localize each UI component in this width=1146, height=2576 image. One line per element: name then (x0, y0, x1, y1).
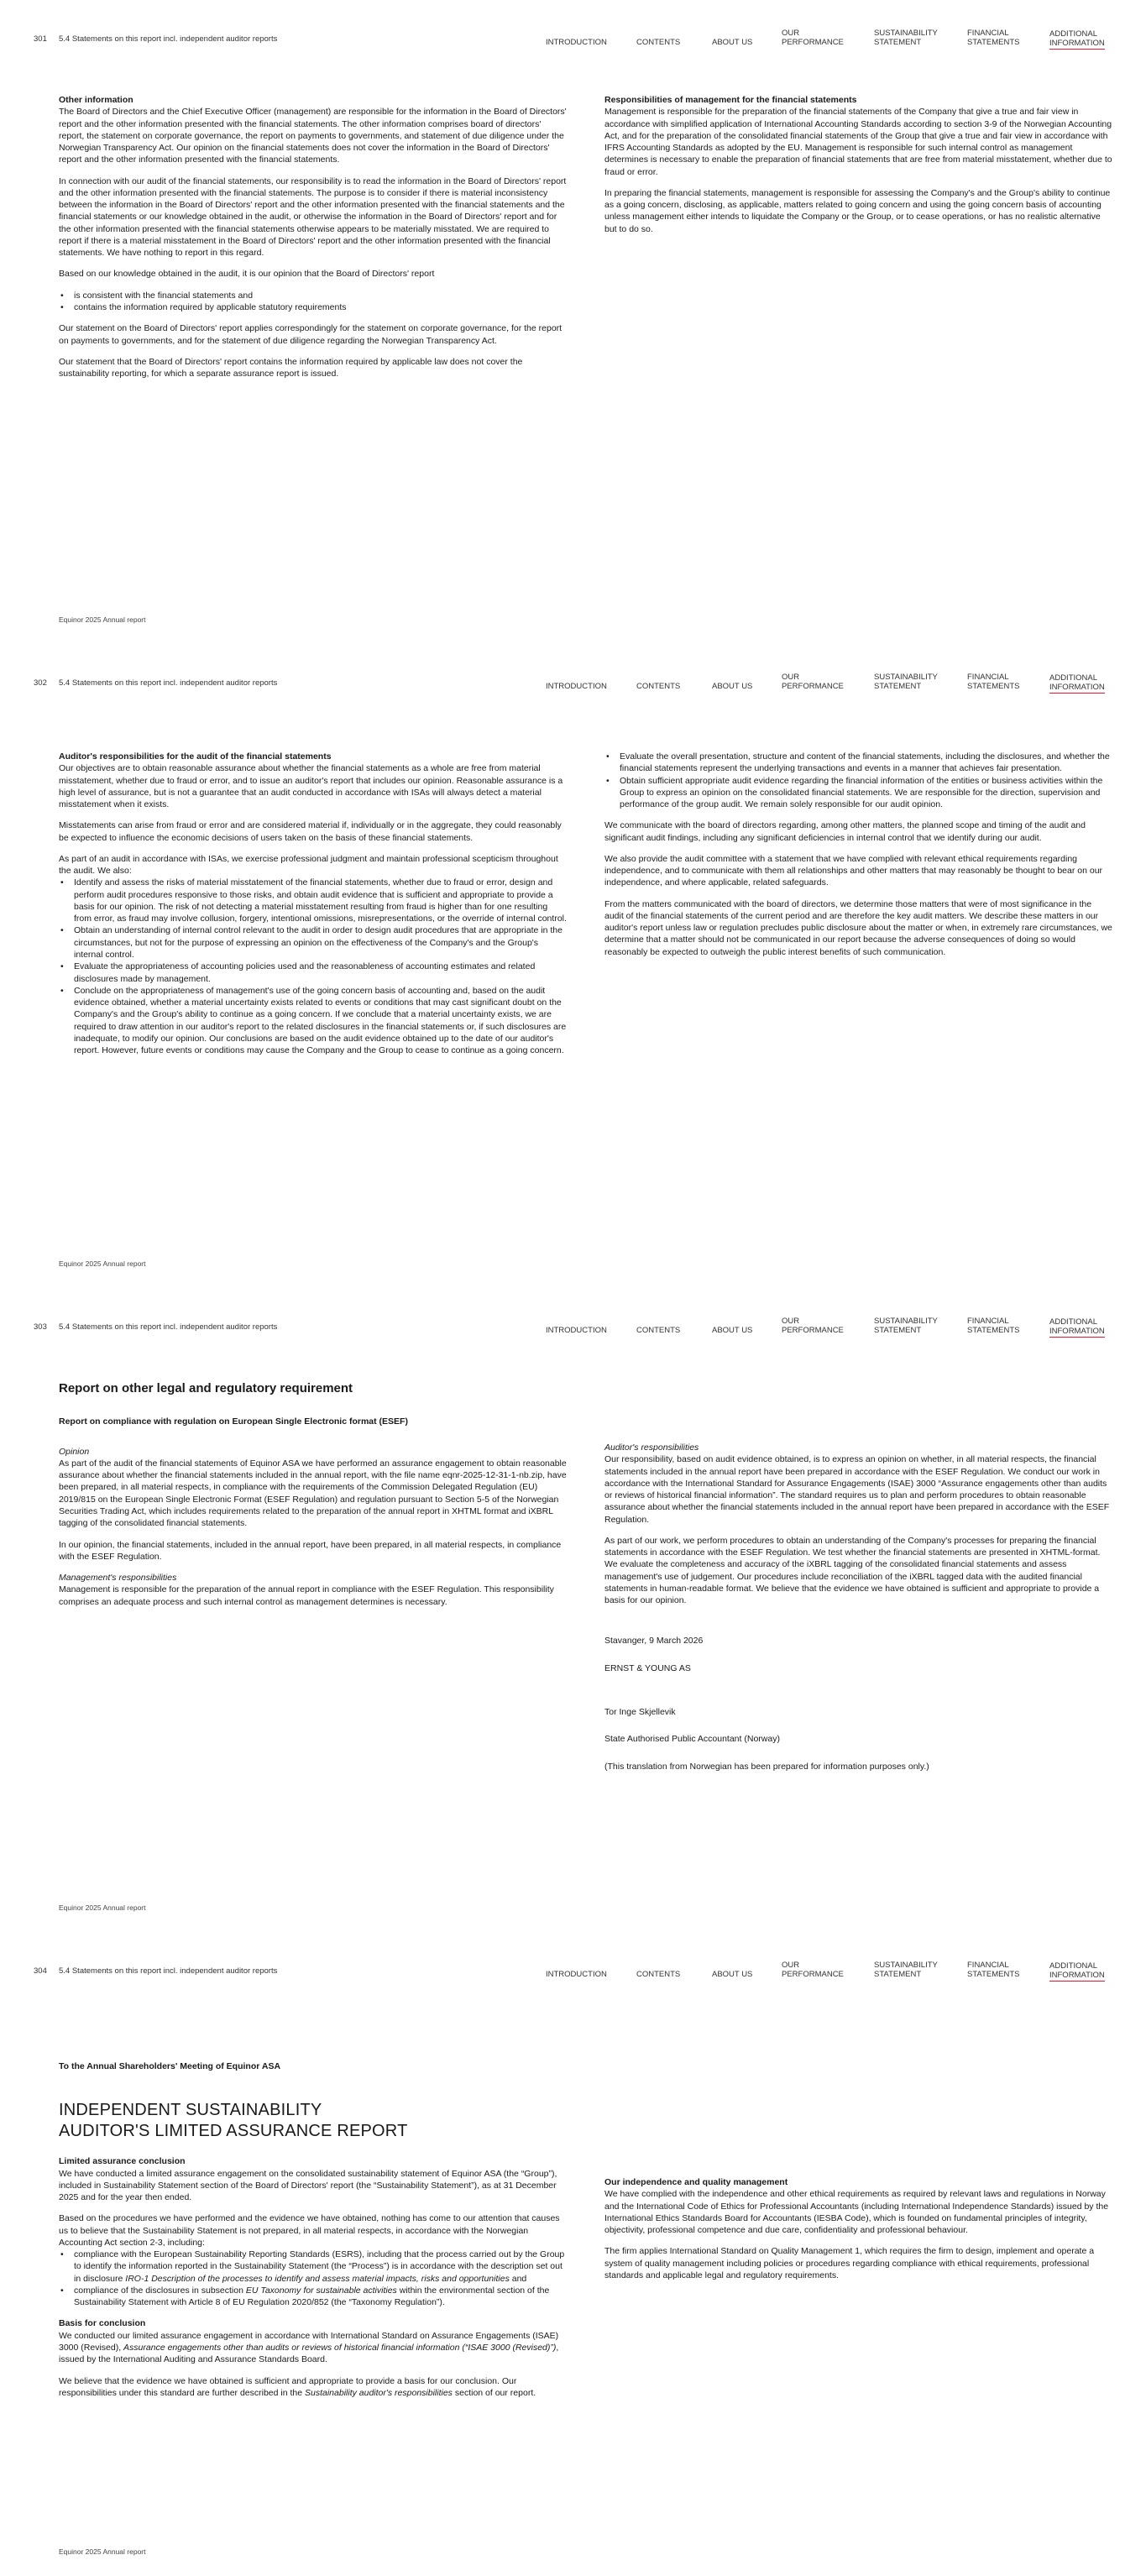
page-number: 301 (34, 34, 47, 44)
signature-block (604, 1635, 1112, 1772)
nav-sustainability-statement[interactable]: SUSTAINABILITY STATEMENT (874, 673, 938, 691)
report-title-line-1: INDEPENDENT SUSTAINABILITY (59, 2101, 322, 2120)
report-section-title: Report on other legal and regulatory requirement (59, 1381, 353, 1395)
text-run-italic: EU Taxonomy for sustainable activities (245, 2285, 397, 2296)
bullet-list (59, 290, 567, 314)
list-item: • Evaluate the appropriateness of accounting policies used and the reasonableness of accounting estimates and related disclosures made by management. (59, 961, 567, 985)
nav-our-performance[interactable]: OUR PERFORMANCE (782, 29, 844, 47)
firm-name: ERNST & YOUNG AS (604, 1662, 691, 1673)
nav-our-performance[interactable]: OUR PERFORMANCE (782, 1317, 844, 1335)
bullet-list (59, 877, 567, 1056)
right-column (604, 751, 1112, 967)
paragraph: We communicate with the board of directors regarding, among other matters, the planned scope and timing of the audit and significant audit findings, including any significant deficiencies in internal control that we identify during our audit. (604, 820, 1086, 843)
paragraph: Our statement that the Board of Directors' report contains the information required by applicable law does not cover the sustainability reporting, for which a separate assurance report is issued. (59, 356, 523, 380)
paragraph: The firm applies International Standard on Quality Management 1, which requires the firm to design, implement and operate a system of quality management including policies or procedures regarding compliance with ethical requirements, professional standards and applicable legal and regulatory requirements. (604, 2246, 1095, 2280)
text-run: and (509, 2273, 527, 2284)
page-header (0, 1288, 1146, 1337)
management-responsibilities-label: Management's responsibilities (59, 1573, 177, 1584)
paragraph: From the matters communicated with the board of directors, we determine those matters that were of most significance in the audit of the financial statements of the current period and are therefore the key audit matters. We describe these matters in our auditor's report unless law or regulation precludes public disclosure about the matter or when, in extremely rare circumstances, we determine that a matter should not be communicated in our report because the adverse consequences of doing so would reasonably be expected to outweigh the public interest benefits of such communication. (604, 898, 1112, 957)
section-heading: Responsibilities of management for the financial statements (604, 95, 857, 105)
section-title-link[interactable]: 5.4 Statements on this report incl. independent auditor reports (59, 34, 278, 44)
nav-about-us[interactable]: ABOUT US (712, 38, 753, 47)
report-page-302 (0, 644, 1146, 1288)
section-heading: Auditor's responsibilities for the audit of the financial statements (59, 751, 332, 762)
page-header (0, 644, 1146, 693)
list-item: • is consistent with the financial statements and (59, 290, 567, 301)
nav-about-us[interactable]: ABOUT US (712, 1326, 753, 1335)
left-column (59, 94, 567, 389)
addressee: To the Annual Shareholders' Meeting of Equinor ASA (59, 2061, 281, 2071)
nav-financial-statements[interactable]: FINANCIAL STATEMENTS (967, 673, 1020, 691)
section-title-link[interactable]: 5.4 Statements on this report incl. independent auditor reports (59, 1966, 278, 1976)
text-run-italic: IRO-1 Description of the processes to identify and assess material impacts, risks and opportunities (125, 2273, 510, 2284)
right-column (604, 94, 1112, 244)
nav-additional-information[interactable]: ADDITIONAL INFORMATION (1049, 1317, 1105, 1336)
nav-contents[interactable]: CONTENTS (636, 1970, 681, 1979)
page-number: 303 (34, 1322, 47, 1332)
nav-contents[interactable]: CONTENTS (636, 1326, 681, 1335)
nav-additional-information[interactable]: ADDITIONAL INFORMATION (1049, 29, 1105, 48)
list-item (59, 2249, 567, 2285)
list-item: • Identify and assess the risks of material misstatement of the financial statements, whether due to fraud or error, design and perform audit procedures responsive to those risks, and obtain audit evidence that is sufficient and appropriate to provide a basis for our opinion. The risk of not detecting a material misstatement resulting from fraud is higher than for one resulting from error, as fraud may involve collusion, forgery, intentional omissions, misrepresentations, or the override of internal control. (59, 877, 567, 924)
text-run-italic: Sustainability auditor's responsibilities (305, 2387, 453, 2398)
paragraph: As part of the audit of the financial statements of Equinor ASA we have performed an assurance engagement to obtain reasonable assurance about whether the financial statements included in the annual report, with the file name eqnr-2025-12-31-1-nb.zip, have been prepared, in all material respects, in compliance with the requirements of the Commission Delegated Regulation (EU) 2019/815 on the European Single Electronic Format (ESEF Regulation) and regulation pursuant to Section 5-5 of the Norwegian Securities Trading Act, which includes requirements related to the preparation of the annual report in XHTML format and iXBRL tagging of the consolidated financial statements. (59, 1458, 567, 1529)
text-run: We conducted our limited assurance engagement in accordance with International Standard on Assurance Engagements (ISAE) 3000 (Revised), (59, 2330, 559, 2353)
section-heading: Other information (59, 95, 133, 105)
left-column (59, 1380, 567, 1617)
nav-sustainability-statement[interactable]: SUSTAINABILITY STATEMENT (874, 1961, 938, 1979)
top-navigation (546, 22, 1117, 47)
page-footer: Equinor 2025 Annual report (59, 2547, 146, 2557)
signatory-name: Tor Inge Skjellevik (604, 1706, 676, 1717)
page-footer: Equinor 2025 Annual report (59, 1259, 146, 1269)
paragraph: Based on our knowledge obtained in the audit, it is our opinion that the Board of Directors' report (59, 269, 435, 280)
paragraph: We also provide the audit committee with a statement that we have complied with relevant ethical requirements regarding independence, and to communicate with them all relationships and other matters that may reasonably be thought to bear on our independence, and where applicable, related safeguards. (604, 853, 1103, 888)
nav-introduction[interactable]: INTRODUCTION (546, 38, 607, 47)
paragraph: Based on the procedures we have performed and the evidence we have obtained, nothing has come to our attention that causes us to believe that the Sustainability Statement is not prepared, in all material respects, in accordance with the Norwegian Accounting Act section 2-3, including: (59, 2213, 560, 2248)
list-item: • Conclude on the appropriateness of management's use of the going concern basis of accounting and, based on the audit evidence obtained, whether a material uncertainty exists related to events or conditions that may cast significant doubt on the Company's and the Group's ability to continue as a going concern. If we conclude that a material uncertainty exists, we are required to draw attention in our auditor's report to the related disclosures in the financial statements or, if such disclosures are inadequate, to modify our opinion. Our conclusions are based on the audit evidence obtained up to the date of our auditor's report. However, future events or conditions may cause the Company and the Group to cease to continue as a going concern. (59, 985, 567, 1057)
page-number: 302 (34, 678, 47, 688)
nav-our-performance[interactable]: OUR PERFORMANCE (782, 1961, 844, 1979)
nav-additional-information[interactable]: ADDITIONAL INFORMATION (1049, 1961, 1105, 1980)
nav-about-us[interactable]: ABOUT US (712, 682, 753, 691)
bullet-list (604, 751, 1112, 810)
list-item (59, 2285, 567, 2309)
right-column (604, 1442, 1112, 1788)
top-navigation (546, 1954, 1117, 1979)
list-item: • contains the information required by applicable statutory requirements (59, 301, 567, 313)
top-navigation (546, 666, 1117, 691)
section-heading: Limited assurance conclusion (59, 2156, 186, 2167)
text-run: , issued by the International Auditing and Assurance Standards Board. (59, 2342, 559, 2365)
nav-sustainability-statement[interactable]: SUSTAINABILITY STATEMENT (874, 1317, 938, 1335)
section-title-link[interactable]: 5.4 Statements on this report incl. independent auditor reports (59, 678, 278, 688)
page-header (0, 1932, 1146, 1981)
top-navigation (546, 1310, 1117, 1335)
opinion-label: Opinion (59, 1446, 90, 1457)
paragraph: As part of our work, we perform procedures to obtain an understanding of the Company's processes for preparing the financial statements in accordance with the ESEF Regulation. We test whether the financial statements are presented in XHTML-format. We evaluate the completeness and accuracy of the iXBRL tagging of the consolidated financial statements and assess management's use of judgement. Our procedures include reconciliation of the iXBRL tagged data with the audited financial statements in human-readable format. We believe that the evidence we have obtained is sufficient and appropriate to provide a basis for our opinion. (604, 1535, 1101, 1606)
page-number: 304 (34, 1966, 47, 1976)
nav-additional-information[interactable]: ADDITIONAL INFORMATION (1049, 673, 1105, 692)
nav-introduction[interactable]: INTRODUCTION (546, 682, 607, 691)
text-run: We believe that the evidence we have obtained is sufficient and appropriate to provide a basis for our conclusion. Our responsibilities under this standard are further described in the (59, 2375, 517, 2398)
paragraph: Management is responsible for the preparation of the financial statements of the Company that give a true and fair view in accordance with simplified application of International Accounting Standards according to section 3-9 of the Norwegian Accounting Act, and for the preparation of the consolidated financial statements of the Group that give a true and fair view in accordance with IFRS Accounting Standards as adopted by the EU. Management is responsible for such internal control as management determines is necessary to enable the preparation of financial statements that are free from material misstatement, whether due to fraud or error. (604, 107, 1112, 177)
nav-about-us[interactable]: ABOUT US (712, 1970, 753, 1979)
left-column (59, 2060, 567, 2408)
nav-financial-statements[interactable]: FINANCIAL STATEMENTS (967, 1317, 1020, 1335)
report-page-301 (0, 0, 1146, 644)
text-run: section of our report. (452, 2387, 536, 2398)
auditor-responsibilities-label: Auditor's responsibilities (604, 1442, 699, 1453)
nav-our-performance[interactable]: OUR PERFORMANCE (782, 673, 844, 691)
nav-introduction[interactable]: INTRODUCTION (546, 1326, 607, 1335)
text-run-italic: Assurance engagements other than audits or reviews of historical financial information (“ISAE 3000 (Revised)”) (123, 2342, 557, 2353)
place-date: Stavanger, 9 March 2026 (604, 1636, 704, 1647)
nav-financial-statements[interactable]: FINANCIAL STATEMENTS (967, 29, 1020, 47)
list-item: • Obtain an understanding of internal control relevant to the audit in order to design audit procedures that are appropriate in the circumstances, but not for the purpose of expressing an opinion on the effectiveness of the Company's and the Group's internal control. (59, 924, 567, 961)
section-heading: Our independence and quality management (604, 2177, 788, 2187)
report-title (59, 2100, 567, 2142)
report-title-line-2: AUDITOR'S LIMITED ASSURANCE REPORT (59, 2122, 408, 2141)
paragraph (59, 2375, 567, 2400)
signatory-title: State Authorised Public Accountant (Norway) (604, 1734, 780, 1745)
paragraph: Our statement on the Board of Directors' report applies correspondingly for the statement on corporate governance, for the report on payments to governments, and for the statement of due diligence regarding the Norwegian Transparency Act. (59, 323, 563, 346)
section-title-link[interactable]: 5.4 Statements on this report incl. independent auditor reports (59, 1322, 278, 1332)
nav-introduction[interactable]: INTRODUCTION (546, 1970, 607, 1979)
paragraph: As part of an audit in accordance with ISAs, we exercise professional judgment and maintain professional scepticism throughout the audit. We also: (59, 853, 558, 877)
translation-note: (This translation from Norwegian has been prepared for information purposes only.) (604, 1761, 929, 1772)
nav-contents[interactable]: CONTENTS (636, 682, 681, 691)
page-footer: Equinor 2025 Annual report (59, 1903, 146, 1913)
section-heading: Basis for conclusion (59, 2318, 146, 2329)
paragraph: We have complied with the independence and other ethical requirements as required by relevant laws and regulations in Norway and the International Code of Ethics for Professional Accountants (including International Independence Standards) issued by the International Ethics Standards Board for Accountants (IESBA Code), which is founded on fundamental principles of integrity, objectivity, professional competence and due care, confidentiality and professional behaviour. (604, 2189, 1109, 2236)
page-footer: Equinor 2025 Annual report (59, 615, 146, 625)
list-item: • Evaluate the overall presentation, structure and content of the financial statements, including the disclosures, and whether the financial statements represent the underlying transactions and events in a manner that achieves fair presentation. (604, 751, 1112, 775)
paragraph: Our objectives are to obtain reasonable assurance about whether the financial statements as a whole are free from material misstatement, whether due to fraud or error, and to issue an auditor's report that includes our opinion. Reasonable assurance is a high level of assurance, but is not a guarantee that an audit conducted in accordance with ISAs will always detect a material misstatement when it exists. (59, 763, 563, 810)
report-page-304 (0, 1932, 1146, 2576)
paragraph: Our responsibility, based on audit evidence obtained, is to express an opinion on whether, in all material respects, the financial statements included in the annual report have been prepared in accordance with the ESEF Regulation. We conduct our work in accordance with the International Standard for Assurance Engagements (ISAE) 3000 “Assurance engagements other than audits or reviews of historical financial information”. The standard requires us to plan and perform procedures to obtain reasonable assurance about whether the financial statements included in the annual report have been prepared in accordance with the ESEF Regulation. (604, 1454, 1110, 1525)
paragraph: In preparing the financial statements, management is responsible for assessing the Company's and the Group's ability to continue as a going concern, disclosing, as applicable, matters related to going concern and using the going concern basis of accounting unless management either intends to liquidate the Company or the Group, or to cease operations, or has no realistic alternative but to do so. (604, 187, 1111, 234)
page-header (0, 0, 1146, 49)
nav-contents[interactable]: CONTENTS (636, 38, 681, 47)
paragraph: The Board of Directors and the Chief Executive Officer (management) are responsible for the information in the Board of Directors' report and the other information presented with the financial statements. The other information comprises board of directors' report, the statement on corporate governance, the report on payments to governments, and statement of due diligence under the Norwegian Transparency Act. Our opinion on the financial statements does not cover the information in the Board of Directors' report and the other information presented with the financial statements. (59, 107, 567, 165)
text-run: compliance of the disclosures in subsection (74, 2285, 246, 2296)
left-column (59, 751, 567, 1065)
subsection-title: Report on compliance with regulation on European Single Electronic format (ESEF) (59, 1416, 408, 1427)
text-run: compliance with the European Sustainability Reporting Standards (ESRS), including that the process carried out by the Group to identify the information reported in the Sustainability Statement (the “Process”) is in accordance with the description set out in disclosure (74, 2249, 565, 2284)
right-column (604, 2176, 1112, 2291)
paragraph: In connection with our audit of the financial statements, our responsibility is to read the information in the Board of Directors' report and the other information presented with the financial statements. The purpose is to consider if there is material inconsistency between the information in the Board of Directors' report and the other information presented with the financial statements and the financial statements or our knowledge obtained in the audit, or otherwise the information in the Board of Directors' report and for the other information presented with the financial statements otherwise appears to be materially misstated. We are required to report if there is a material misstatement in the Board of Directors' report and the other information presented with the financial statements. We have nothing to report in this regard. (59, 175, 567, 259)
paragraph: In our opinion, the financial statements, included in the annual report, have been prepared, in all material respects, in compliance with the ESEF Regulation. (59, 1539, 562, 1562)
bullet-list (59, 2249, 567, 2308)
report-page-303 (0, 1288, 1146, 1932)
paragraph: Management is responsible for the preparation of the annual report in compliance with the ESEF Regulation. This responsibility comprises an adequate process and such internal control as management determines is necessary. (59, 1584, 554, 1607)
text-run: within the environmental section of the Sustainability Statement with Article 8 of EU Regulation 2020/852 (the “Taxonomy Regulation”). (74, 2285, 550, 2308)
paragraph: Misstatements can arise from fraud or error and are considered material if, individually or in the aggregate, they could reasonably be expected to influence the economic decisions of users taken on the basis of these financial statements. (59, 820, 562, 843)
paragraph (59, 2330, 567, 2366)
paragraph: We have conducted a limited assurance engagement on the consolidated sustainability statement of Equinor ASA (the “Group”), included in Sustainability Statement section of the Board of Directors' report (the “Sustainability Statement”), as at 31 December 2025 and for the year then ended. (59, 2168, 557, 2203)
list-item: • Obtain sufficient appropriate audit evidence regarding the financial information of the entities or business activities within the Group to express an opinion on the consolidated financial statements. We are responsible for the direction, supervision and performance of the group audit. We remain solely responsible for our audit opinion. (604, 775, 1112, 811)
nav-financial-statements[interactable]: FINANCIAL STATEMENTS (967, 1961, 1020, 1979)
nav-sustainability-statement[interactable]: SUSTAINABILITY STATEMENT (874, 29, 938, 47)
